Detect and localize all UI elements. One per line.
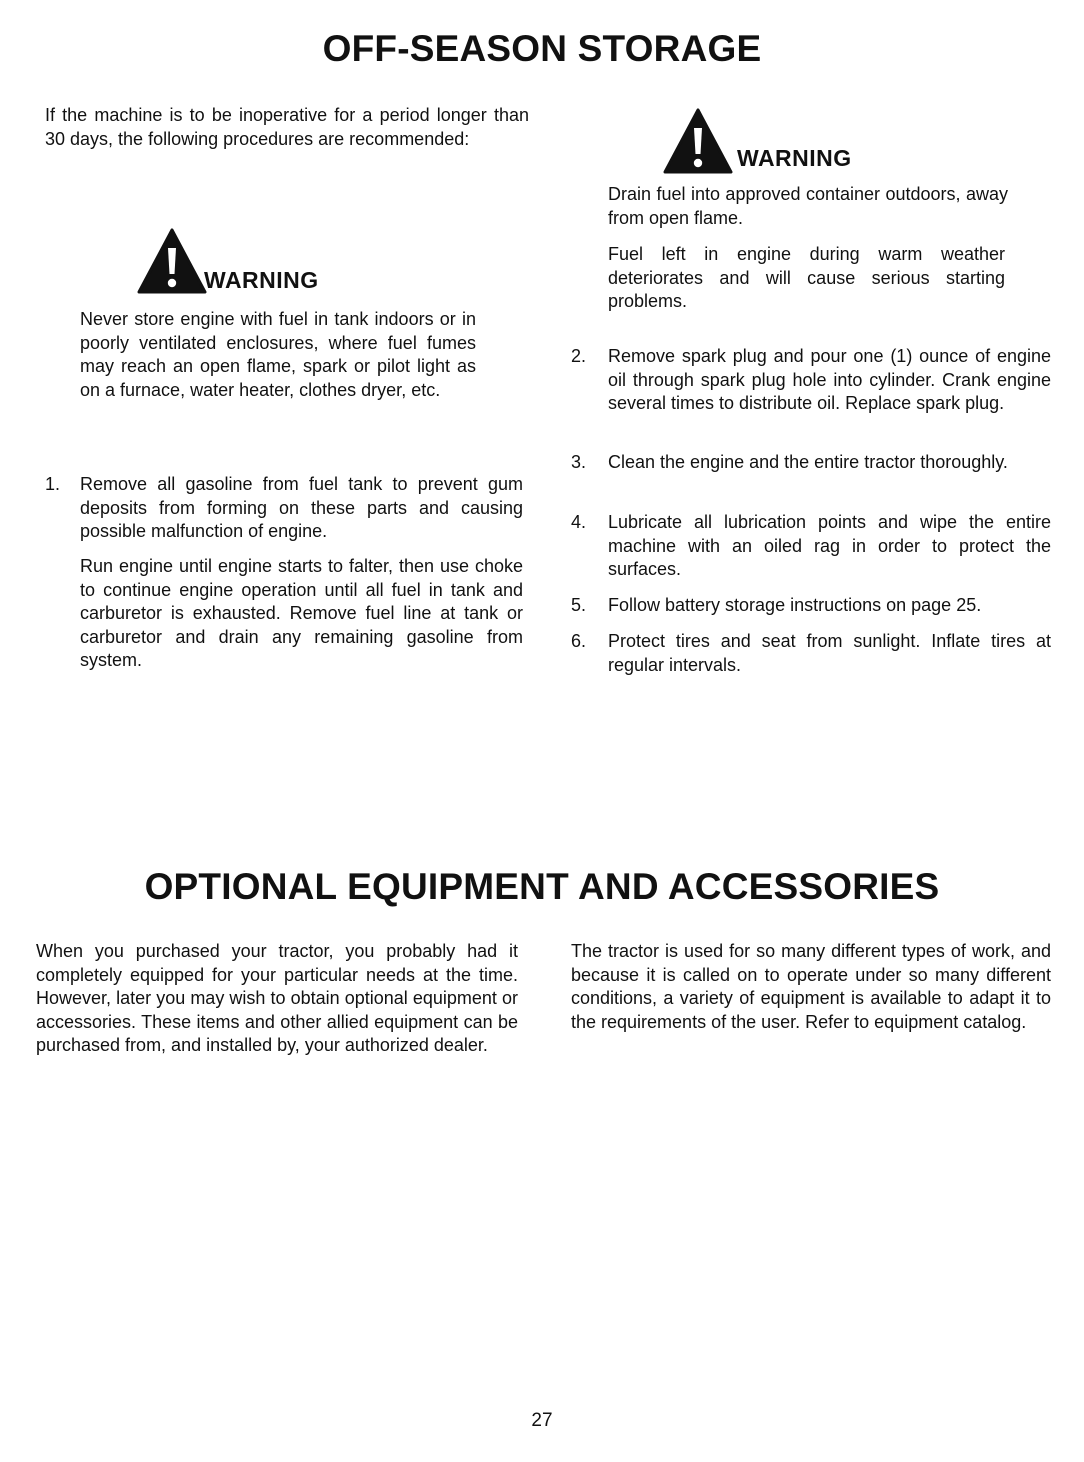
list-item-number: 1. <box>45 474 61 494</box>
storage-intro: If the machine is to be inoperative for a period longer than 30 days, the following procedures are recommended: <box>45 105 529 149</box>
list-item-text: Remove spark plug and pour one (1) ounce of engine oil through spark plug hole into cylinder. Crank engine several times to distribute oil. Replace spark plug. <box>608 346 1051 413</box>
warning-left-label: WARNING <box>204 267 319 293</box>
list-item-number: 2. <box>571 346 587 366</box>
warning-right-para2: Fuel left in engine during warm weather deteriorates and will cause serious starting problems. <box>608 244 1005 311</box>
warning-right-para1: Drain fuel into approved container outdoors, away from open flame. <box>608 184 1008 228</box>
list-item-number: 5. <box>571 595 587 615</box>
page-title-off-season-storage: OFF-SEASON STORAGE <box>322 28 762 69</box>
step-1-extra-text: Run engine until engine starts to falter, then use choke to continue engine operation until all fuel in tank and carburetor is exhausted. Remove fuel line at tank or carburetor and drain any remaining gasoline from system. <box>80 556 523 670</box>
list-item-text: Follow battery storage instructions on page 25. <box>608 595 982 615</box>
list-item-text: Clean the engine and the entire tractor thoroughly. <box>608 452 1008 472</box>
warning-triangle-icon <box>663 108 733 174</box>
list-item-number: 6. <box>571 631 587 651</box>
page-number: 27 <box>531 1410 553 1431</box>
list-item-number: 3. <box>571 452 587 472</box>
warning-right-label: WARNING <box>737 145 852 171</box>
section-title-optional-equipment: OPTIONAL EQUIPMENT AND ACCESSORIES <box>144 866 940 907</box>
warning-left-text: Never store engine with fuel in tank indoors or in poorly ventilated enclosures, where fuel fumes may reach an open flame, spark or pilot light as on a furnace, water heater, clothes dryer, etc. <box>80 309 476 400</box>
accessories-right-column: The tractor is used for so many different types of work, and because it is called on to operate under so many different conditions, a variety of equipment is available to adapt it to the requirements of the user. Refer to equipment catalog. <box>571 941 1051 1032</box>
list-item-text: Protect tires and seat from sunlight. Inflate tires at regular intervals. <box>608 631 1051 675</box>
warning-triangle-icon <box>137 228 207 294</box>
list-item-text: Remove all gasoline from fuel tank to prevent gum deposits from forming on these parts and causing possible malfunction of engine. <box>80 474 523 541</box>
list-item-number: 4. <box>571 512 587 532</box>
accessories-left-column: When you purchased your tractor, you probably had it completely equipped for your particular needs at the time. However, later you may wish to obtain optional equipment or accessories. These items and other allied equipment can be purchased from, and installed by, your authorized dealer. <box>36 941 518 1055</box>
list-item-text: Lubricate all lubrication points and wipe the entire machine with an oiled rag in order to protect the surfaces. <box>608 512 1051 579</box>
